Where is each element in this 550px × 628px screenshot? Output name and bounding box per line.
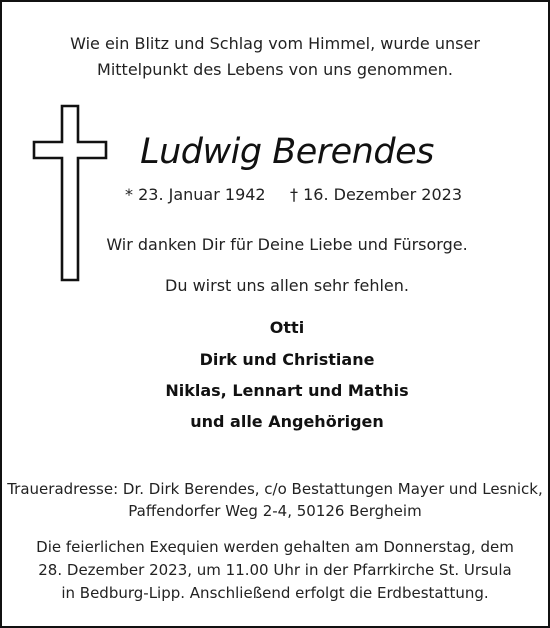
mourner-1: Otti bbox=[269, 318, 305, 337]
address-line-1: Traueradresse: Dr. Dirk Berendes, c/o Bestattungen Mayer und Lesnick, bbox=[7, 480, 543, 498]
cross-icon bbox=[32, 104, 108, 282]
mourner-2: Dirk und Christiane bbox=[199, 350, 375, 369]
death-date: † 16. Dezember 2023 bbox=[290, 185, 462, 204]
intro-line-1: Wie ein Blitz und Schlag vom Himmel, wurde unser bbox=[70, 34, 480, 53]
intro-line-2: Mittelpunkt des Lebens von uns genommen. bbox=[97, 60, 453, 79]
birth-date: * 23. Januar 1942 bbox=[125, 185, 266, 204]
mourner-3: Niklas, Lennart und Mathis bbox=[165, 381, 409, 400]
service-line-3: in Bedburg-Lipp. Anschließend erfolgt die Erdbestattung. bbox=[61, 584, 489, 602]
deceased-name: Ludwig Berendes bbox=[140, 132, 434, 172]
thanks-line: Wir danken Dir für Deine Liebe und Fürsorge. bbox=[106, 235, 468, 254]
miss-line: Du wirst uns allen sehr fehlen. bbox=[165, 276, 409, 295]
address-line-2: Paffendorfer Weg 2-4, 50126 Bergheim bbox=[128, 502, 422, 520]
service-line-1: Die feierlichen Exequien werden gehalten am Donnerstag, dem bbox=[36, 538, 514, 556]
mourner-4: und alle Angehörigen bbox=[190, 412, 384, 431]
service-line-2: 28. Dezember 2023, um 11.00 Uhr in der Pfarrkirche St. Ursula bbox=[38, 561, 512, 579]
